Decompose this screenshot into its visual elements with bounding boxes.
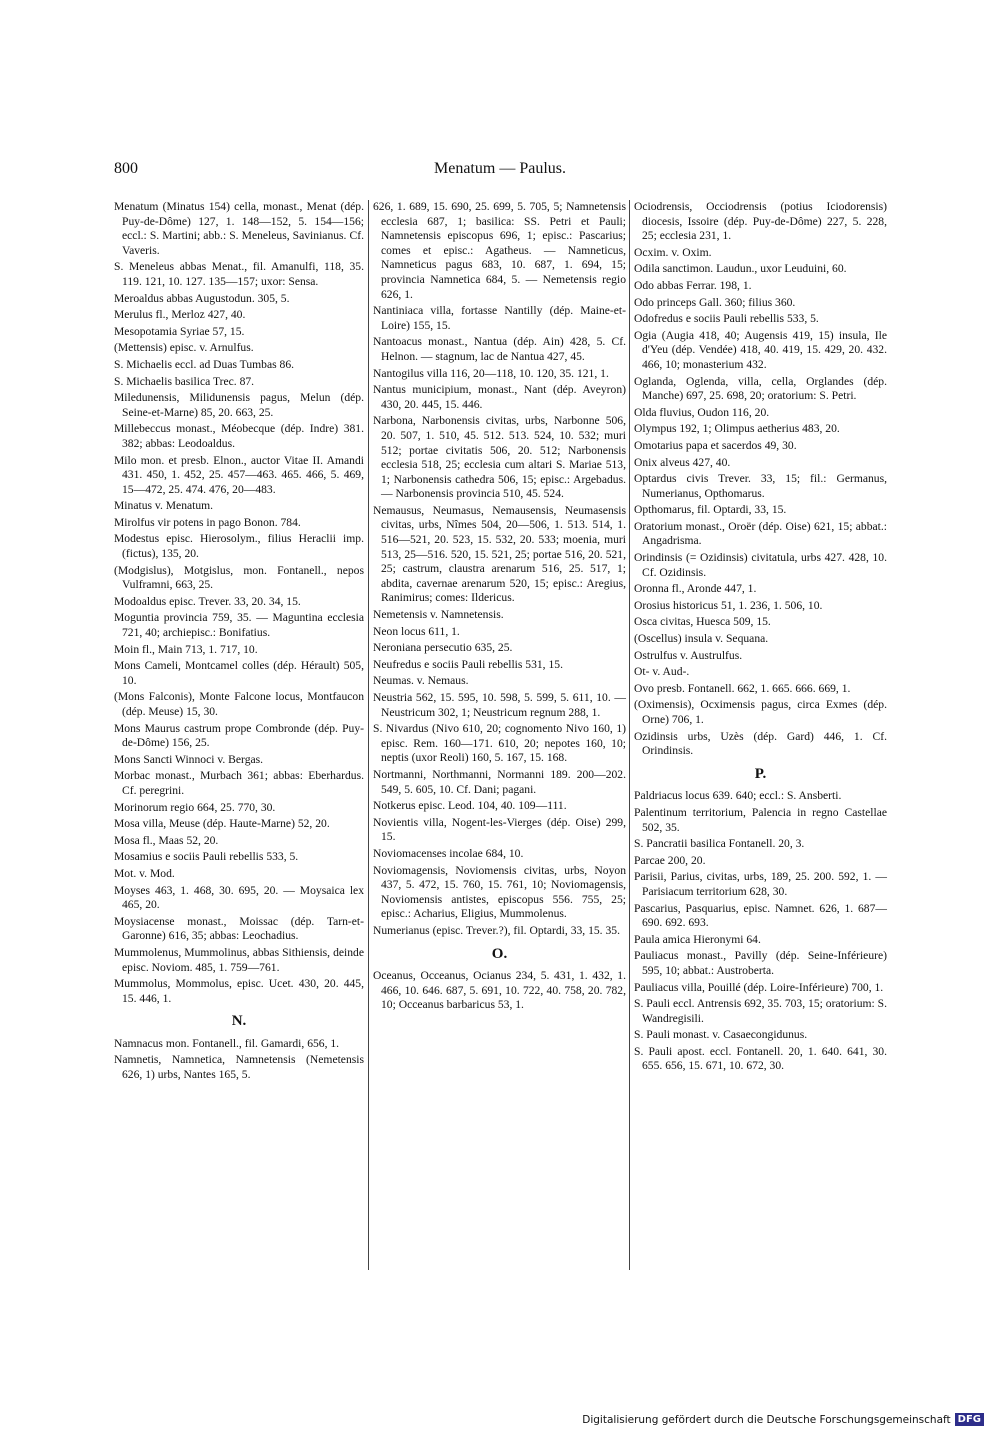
index-entry: Mummolenus, Mummolinus, abbas Sithiensis, deinde episc. Noviom. 485, 1. 759—761. [114,945,364,974]
index-entry: Nemetensis v. Namnetensis. [373,608,504,622]
index-entry: Oronna fl., Aronde 447, 1. [634,582,757,596]
index-entry: S. Pauli eccl. Antrensis 692, 35. 703, 15; oratorium: S. Wandregisili. [634,997,887,1025]
footer-credit [582,1413,984,1426]
index-entry: S. Pauli apost. eccl. Fontanell. 20, 1. 640. 641, 30. 655. 656, 15. 671, 10. 672, 30. [634,1044,887,1073]
running-head: Menatum — Paulus. [434,160,566,177]
index-entry: Nantogilus villa 116, 20—118, 10. 120, 35. 121, 1. [373,366,609,380]
index-entry: Olympus 192, 1; Olimpus aetherius 483, 20. [634,422,840,436]
index-entry: Namnetis, Namnetica, Namnetensis (Nemetensis 626, 1) urbs, Nantes 165, 5. [114,1053,364,1082]
index-entry: Optardus civis Trever. 33, 15; fil.: Germanus, Numerianus, Opthomarus. [634,472,887,500]
index-entry: Mesopotamia Syriae 57, 15. [114,324,245,338]
index-entry: Omotarius papa et sacerdos 49, 30. [634,438,797,452]
index-entry: S. Pauli monast. v. Casaecongidunus. [634,1028,808,1042]
index-entry: Parcae 200, 20. [634,853,706,867]
index-entry: Mons Maurus castrum prope Combronde (dép. Puy-de-Dôme) 156, 25. [114,721,364,750]
index-entry: S. Meneleus abbas Menat., fil. Amanulfi, 118, 35. 119. 121, 10. 127. 135—157; uxor: Sensa. [114,260,364,288]
index-entry: Merulus fl., Merloz 427, 40. [114,308,246,322]
index-entry: Neon locus 611, 1. [373,624,460,638]
index-entry: Onix alveus 427, 40. [634,455,731,469]
index-entry: Neroniana persecutio 635, 25. [373,641,513,655]
index-entry: Morbac monast., Murbach 361; abbas: Eberhardus. Cf. peregrini. [114,769,364,797]
index-entry: Noviomagensis, Noviomensis civitas, urbs, Noyon 437, 5. 472, 15. 760, 15. 761, 10; Noviomagensis, Noviomensis antistes, episcopus 556. 755, 25; episc.: Acharius, Eligius, Mummolenus. [373,863,626,921]
index-entry: 626, 1. 689, 15. 690, 25. 699, 5. 705, 5; Namnetensis ecclesia 687, 1; basilica: SS. Petri et Pauli; Namnetensis episcopus 696, 1; episc.: Pascarius; comes et episc.: Agatheus. — Namneticus, Namneticus pagus 683, 10. 687, 1. 694, 15; provincia Namnetica 684, 5. — Nemetensis regio 626, 1. [373,200,626,301]
index-entry: Mosa fl., Maas 52, 20. [114,833,219,847]
index-entry: Ovo presb. Fontanell. 662, 1. 665. 666. 669, 1. [634,681,851,695]
index-entry: Modoaldus episc. Trever. 33, 20. 34, 15. [114,594,301,608]
index-entry: Pascarius, Pasquarius, episc. Namnet. 626, 1. 687—690. 692. 693. [634,901,887,930]
section-letter-p: P. [754,765,767,782]
index-entry: Orosius historicus 51, 1. 236, 1. 506, 10. [634,598,823,612]
index-entry: Opthomarus, fil. Optardi, 33, 15. [634,503,787,517]
index-entry: S. Nivardus (Nivo 610, 20; cognomento Nivo 160, 1) episc. Rem. 160—171. 610, 20; nepotes 160, 10; neptis (uxor Reoli) 160, 5. 167, 15. 168. [373,722,626,765]
index-entry: S. Michaelis eccl. ad Duas Tumbas 86. [114,357,295,371]
index-entry: Nantus municipium, monast., Nant (dép. Aveyron) 430, 20. 445, 15. 446. [373,383,626,411]
index-entry: Neumas. v. Nemaus. [373,674,469,688]
index-entry: Millebeccus monast., Méobecque (dép. Indre) 381. 382; abbas: Leodoaldus. [114,422,364,450]
column-divider [368,200,369,1270]
index-entry: Narbona, Narbonensis civitas, urbs, Narbonne 506, 20. 507, 1. 510, 45. 512. 513. 524, 10. 532; muri 512; portae civitatis 506, 20. 512; Narbonensis ecclesia 518, 25; ecclesia cum altari S. Mariae 513, 1; Narbonensis cathedra 506, 15; episc.: Argebadus. — Narbonensis provincia 510, 45. 524. [373,414,626,501]
index-entry: Olda fluvius, Oudon 116, 20. [634,405,770,419]
index-entry: Moguntia provincia 759, 35. — Maguntina ecclesia 721, 40; archiepisc.: Bonifatius. [114,611,364,640]
index-entry: Odila sanctimon. Laudun., uxor Leuduini, 60. [634,262,847,276]
index-entry: Mons Cameli, Montcamel colles (dép. Hérault) 505, 10. [114,659,364,687]
index-entry: Notkerus episc. Leod. 104, 40. 109—111. [373,799,567,813]
index-entry: Nortmanni, Northmanni, Normanni 189. 200—202. 549, 5. 605, 10. Cf. Dani; pagani. [373,767,626,796]
index-entry: Oglanda, Oglenda, villa, cella, Orglandes (dép. Manche) 697, 25. 698, 20; oratorium: S. Petri. [634,374,887,403]
index-entry: Moysiacense monast., Moissac (dép. Tarn-et-Garonne) 616, 35; abbas: Leochadius. [114,914,364,943]
index-entry: Namnacus mon. Fontanell., fil. Gamardi, 656, 1. [114,1036,340,1050]
index-entry: Ot- v. Aud-. [634,665,690,679]
index-column-2 [373,200,626,1015]
section-letter-o: O. [491,945,508,962]
index-entry: Meroaldus abbas Augustodun. 305, 5. [114,291,290,305]
footer-text: Digitalisierung gefördert durch die Deutsche Forschungsgemeinschaft [582,1413,951,1426]
index-entry: (Modgislus), Motgislus, mon. Fontanell., nepos Vulframni, 663, 25. [114,563,364,592]
page-number: 800 [114,160,138,177]
index-entry: Orindinsis (= Ozidinsis) civitatula, urbs 427. 428, 10. Cf. Ozidinsis. [634,551,887,579]
index-entry: S. Pancratii basilica Fontanell. 20, 3. [634,837,805,851]
index-entry: Milo mon. et presb. Elnon., auctor Vitae II. Amandi 431. 450, 1. 452, 25. 457—463. 465. 466, 5. 469, 15—472, 25. 474. 476, 20—483. [114,453,364,496]
entry-list-m [114,200,364,1006]
index-entry: Numerianus (episc. Trever.?), fil. Optardi, 33, 15. 35. [373,923,620,937]
entry-list-p [634,789,887,1074]
index-entry: Odo abbas Ferrar. 198, 1. [634,278,752,292]
entry-list-o-cont [634,200,887,759]
index-entry: Modestus episc. Hierosolym., filius Heraclii imp. (fictus), 135, 20. [114,532,364,561]
entry-list-n [114,1037,364,1083]
index-entry: Ocxim. v. Oxim. [634,245,712,259]
index-entry: Moyses 463, 1. 468, 30. 695, 20. — Moysaica lex 465, 20. [114,883,364,912]
index-entry: Nantiniaca villa, fortasse Nantilly (dép. Maine-et-Loire) 155, 15. [373,304,626,332]
index-entry: Nantoacus monast., Nantua (dép. Ain) 428, 5. Cf. Helnon. — stagnum, lac de Nantua 427, 45. [373,335,626,363]
index-column-1 [114,200,364,1085]
index-entry: Neufredus e sociis Pauli rebellis 531, 15. [373,657,563,671]
entry-list-n-cont [373,200,626,939]
index-entry: (Mons Falconis), Monte Falcone locus, Montfaucon (dép. Meuse) 15, 30. [114,690,364,718]
index-entry: Mummolus, Mommolus, episc. Ucet. 430, 20. 445, 15. 446, 1. [114,977,364,1005]
index-entry: Novientis villa, Nogent-les-Vierges (dép. Oise) 299, 15. [373,815,626,844]
index-entry: Pauliacus villa, Pouillé (dép. Loire-Inférieure) 700, 1. [634,980,884,994]
index-entry: Morinorum regio 664, 25. 770, 30. [114,800,276,814]
index-entry: Pauliacus monast., Pavilly (dép. Seine-Inférieure) 595, 10; abbat.: Austroberta. [634,949,887,977]
index-entry: (Oximensis), Ocximensis pagus, circa Exmes (dép. Orne) 706, 1. [634,698,887,726]
index-entry: Ozidinsis urbs, Uzès (dép. Gard) 446, 1. Cf. Orindinsis. [634,729,887,758]
index-entry: Oratorium monast., Oroër (dép. Oise) 621, 15; abbat.: Angadrisma. [634,519,887,548]
index-entry: Parisii, Parius, civitas, urbs, 189, 25. 200. 592, 1. — Parisiacum territorium 628, 30. [634,870,887,898]
column-divider [629,200,630,1270]
index-entry: Mirolfus vir potens in pago Bonon. 784. [114,515,301,529]
index-entry: Ostrulfus v. Austrulfus. [634,648,743,662]
index-entry: Mons Sancti Winnoci v. Bergas. [114,752,264,766]
index-entry: Paula amica Hieronymi 64. [634,932,761,946]
index-entry: Oceanus, Occeanus, Ocianus 234, 5. 431, 1. 432, 1. 466, 10. 646. 687, 5. 691, 10. 722, 40. 758, 20. 782, 10; Occeanus barbaricus 53, 1. [373,969,626,1012]
index-entry: S. Michaelis basilica Trec. 87. [114,374,255,388]
index-entry: (Oscellus) insula v. Sequana. [634,632,769,646]
index-entry: Ociodrensis, Occiodrensis (potius Iciodorensis) diocesis, Issoire (dép. Puy-de-Dôme) 227, 5. 228, 25; ecclesia 231, 1. [634,200,887,243]
index-entry: Miledunensis, Milidunensis pagus, Melun (dép. Seine-et-Marne) 85, 20. 663, 25. [114,391,364,419]
index-entry: Minatus v. Menatum. [114,499,214,513]
index-entry: Menatum (Minatus 154) cella, monast., Menat (dép. Puy-de-Dôme) 127, 1. 148—152, 5. 154—156; eccl.: S. Martini; abb.: S. Meneleus, Savinianus. Cf. Vaveris. [114,200,364,257]
index-entry: Moin fl., Main 713, 1. 717, 10. [114,642,258,656]
index-entry: Odofredus e sociis Pauli rebellis 533, 5. [634,312,819,326]
index-entry: Mosa villa, Meuse (dép. Haute-Marne) 52, 20. [114,817,330,831]
index-entry: Odo princeps Gall. 360; filius 360. [634,295,796,309]
index-entry: (Mettensis) episc. v. Arnulfus. [114,341,254,355]
index-entry: Neustria 562, 15. 595, 10. 598, 5. 599, 5. 611, 10. — Neustricum 302, 1; Neustricum regnum 288, 1. [373,691,626,719]
index-entry: Noviomacenses incolae 684, 10. [373,846,524,860]
index-entry: Mot. v. Mod. [114,866,175,880]
entry-list-o [373,969,626,1013]
index-entry: Mosamius e sociis Pauli rebellis 533, 5. [114,850,299,864]
index-entry: Nemausus, Neumasus, Nemausensis, Neumasensis civitas, urbs, Nîmes 504, 20—506, 1. 513. 514, 1. 516—521, 20. 523, 15. 532, 20. 533; moenia, muri 513, 25—516. 520, 15. 521, 25; portae 516, 20. 521, 25; castrum, claustra arenarum 516, 25. 517, 1; abdita, cavernae arenarum 520, 15; episc.: Aregius, Ranimirus; comes: Ildericus. [373,503,626,605]
index-entry: Osca civitas, Huesca 509, 15. [634,615,771,629]
index-entry: Paldriacus locus 639. 640; eccl.: S. Ansberti. [634,789,842,803]
index-entry: Ogia (Augia 418, 40; Augensis 419, 15) insula, Ile d'Yeu (dép. Vendée) 418, 40. 419, 15. 429, 20. 432. 466, 10; monasterium 432. [634,328,887,371]
dfg-logo-icon: DFG [955,1413,984,1426]
index-column-3 [634,200,887,1076]
index-entry: Palentinum territorium, Palencia in regno Castellae 502, 35. [634,805,887,834]
section-letter-n: N. [231,1013,247,1030]
